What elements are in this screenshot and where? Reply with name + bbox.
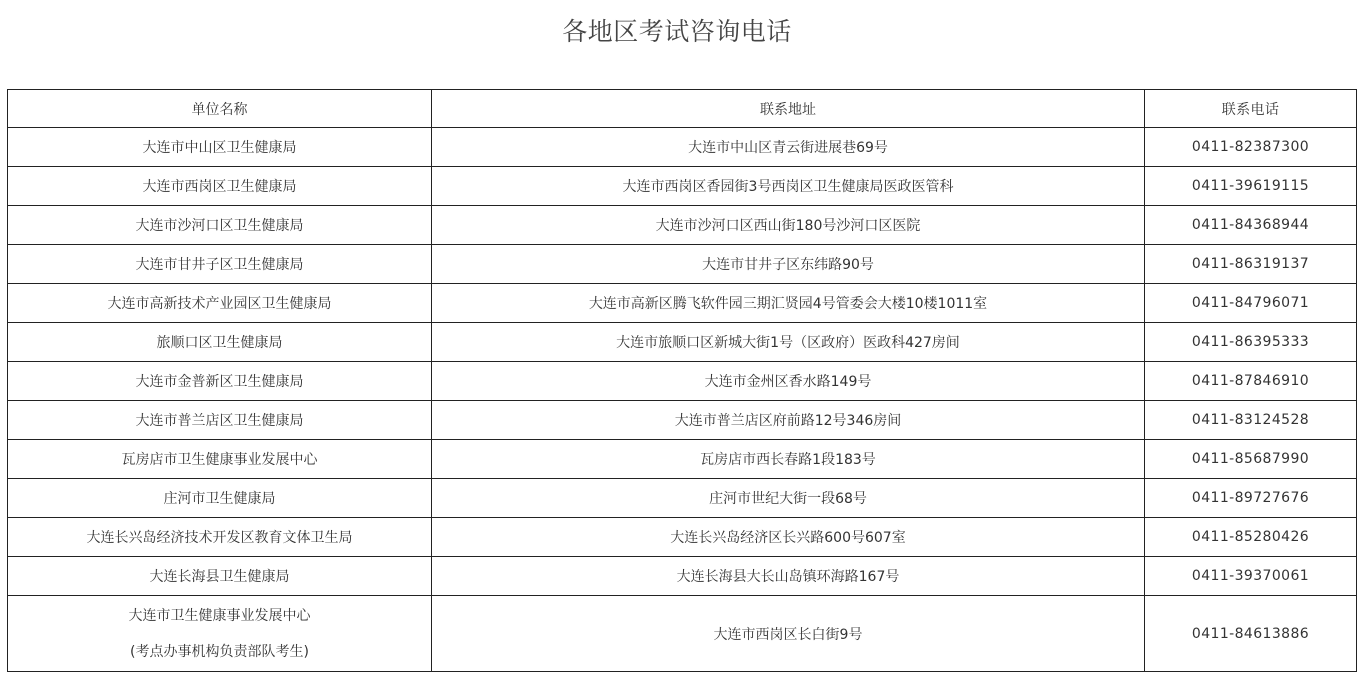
unit-name-note: (考点办事机构负责部队考生) [130,643,309,660]
cell-phone: 0411-39370061 [1145,557,1357,596]
cell-address: 大连市中山区青云街进展巷69号 [432,128,1145,167]
cell-unit-name: 大连市普兰店区卫生健康局 [8,401,432,440]
cell-address: 大连市甘井子区东纬路90号 [432,245,1145,284]
cell-phone: 0411-39619115 [1145,167,1357,206]
cell-unit-name: 大连长海县卫生健康局 [8,557,432,596]
page-title: 各地区考试咨询电话 [562,17,792,46]
cell-phone: 0411-85280426 [1145,518,1357,557]
cell-unit-name [8,596,432,672]
cell-unit-name: 大连市沙河口区卫生健康局 [8,206,432,245]
table-body [8,128,1357,672]
cell-address: 大连市金州区香水路149号 [432,362,1145,401]
header-unit-name: 单位名称 [8,90,432,128]
cell-phone: 0411-87846910 [1145,362,1357,401]
cell-phone: 0411-84368944 [1145,206,1357,245]
table-row [8,323,1357,362]
table-row [8,362,1357,401]
cell-address: 大连市沙河口区西山街180号沙河口区医院 [432,206,1145,245]
table-row [8,401,1357,440]
contact-table-container [7,89,1357,672]
table-row [8,167,1357,206]
contact-table [7,89,1357,672]
cell-address: 大连长兴岛经济区长兴路600号607室 [432,518,1145,557]
table-row [8,596,1357,672]
cell-unit-name: 瓦房店市卫生健康事业发展中心 [8,440,432,479]
cell-address: 大连市西岗区长白街9号 [432,596,1145,672]
table-row [8,440,1357,479]
cell-address: 大连市普兰店区府前路12号346房间 [432,401,1145,440]
cell-address: 庄河市世纪大街一段68号 [432,479,1145,518]
cell-unit-name: 庄河市卫生健康局 [8,479,432,518]
cell-address: 大连市高新区腾飞软件园三期汇贤园4号管委会大楼10楼1011室 [432,284,1145,323]
cell-unit-name: 大连长兴岛经济技术开发区教育文体卫生局 [8,518,432,557]
cell-address: 瓦房店市西长春路1段183号 [432,440,1145,479]
table-row [8,206,1357,245]
table-row [8,128,1357,167]
cell-address: 大连长海县大长山岛镇环海路167号 [432,557,1145,596]
cell-phone: 0411-86395333 [1145,323,1357,362]
table-row [8,284,1357,323]
header-address: 联系地址 [432,90,1145,128]
table-row [8,245,1357,284]
cell-phone: 0411-83124528 [1145,401,1357,440]
cell-phone: 0411-84613886 [1145,596,1357,672]
table-row [8,518,1357,557]
cell-unit-name: 旅顺口区卫生健康局 [8,323,432,362]
cell-phone: 0411-82387300 [1145,128,1357,167]
cell-unit-name: 大连市西岗区卫生健康局 [8,167,432,206]
table-row [8,479,1357,518]
cell-phone: 0411-89727676 [1145,479,1357,518]
cell-address: 大连市西岗区香园街3号西岗区卫生健康局医政医管科 [432,167,1145,206]
cell-unit-name: 大连市甘井子区卫生健康局 [8,245,432,284]
cell-unit-name: 大连市高新技术产业园区卫生健康局 [8,284,432,323]
table-header-row [8,90,1357,128]
cell-unit-name: 大连市中山区卫生健康局 [8,128,432,167]
unit-name-main: 大连市卫生健康事业发展中心 [128,607,311,624]
header-phone: 联系电话 [1145,90,1357,128]
cell-phone: 0411-86319137 [1145,245,1357,284]
cell-phone: 0411-85687990 [1145,440,1357,479]
table-row [8,557,1357,596]
cell-unit-name: 大连市金普新区卫生健康局 [8,362,432,401]
cell-address: 大连市旅顺口区新城大街1号（区政府）医政科427房间 [432,323,1145,362]
cell-phone: 0411-84796071 [1145,284,1357,323]
